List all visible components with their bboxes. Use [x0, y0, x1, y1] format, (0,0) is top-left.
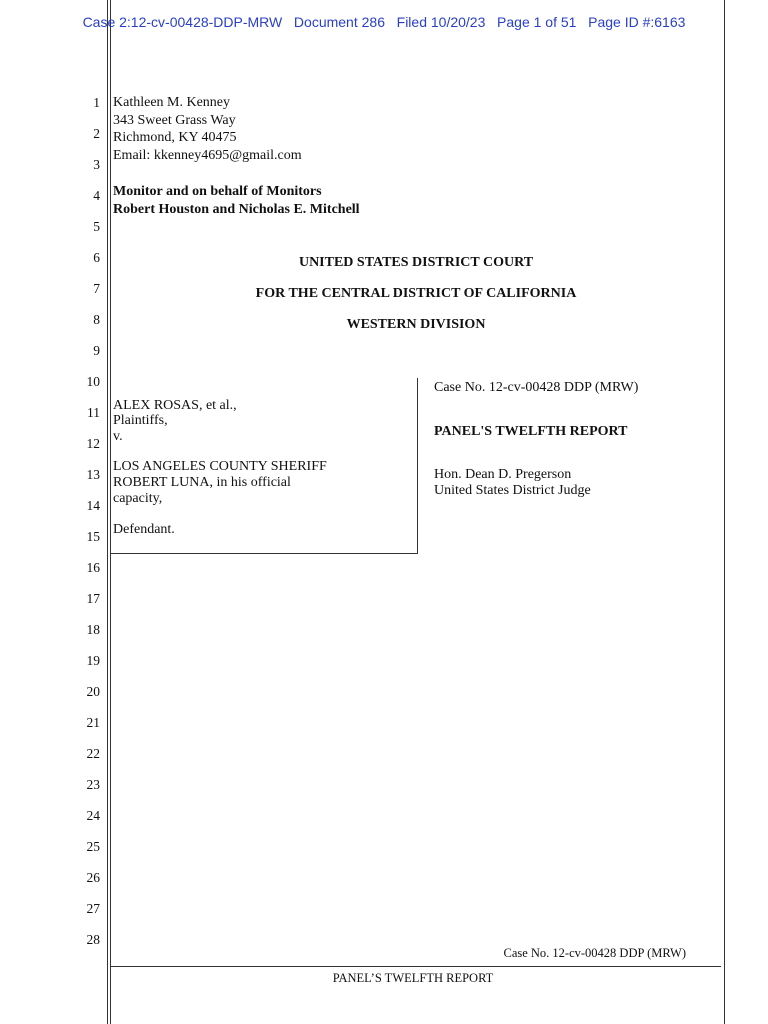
document-filing-header: Case 2:12-cv-00428-DDP-MRW Document 286 Filed 10/20/23 Page 1 of 51 Page ID #:6163	[82, 14, 686, 30]
document-title: PANEL'S TWELFTH REPORT	[434, 424, 628, 439]
attorney-role-line-2: Robert Houston and Nicholas E. Mitchell	[113, 201, 360, 217]
line-number: 23	[86, 777, 100, 792]
line-number: 14	[86, 498, 100, 513]
attorney-email: Email: kkenney4695@gmail.com	[113, 147, 302, 163]
defendant-role: Defendant.	[113, 522, 175, 537]
case-number: Case No. 12-cv-00428 DDP (MRW)	[434, 380, 639, 395]
caption-parties-box	[110, 378, 418, 554]
line-number: 21	[86, 715, 100, 730]
court-name: UNITED STATES DISTRICT COURT	[298, 255, 534, 270]
attorney-contact-block	[113, 94, 302, 164]
footer-case-number: Case No. 12-cv-00428 DDP (MRW)	[503, 946, 686, 960]
line-number: 17	[86, 591, 100, 606]
court-division: WESTERN DIVISION	[346, 317, 486, 332]
line-number: 13	[86, 467, 100, 482]
line-number: 12	[86, 436, 100, 451]
line-number: 26	[86, 870, 100, 885]
attorney-street: 343 Sweet Grass Way	[113, 112, 236, 128]
line-number: 25	[86, 839, 100, 854]
pleading-line-numbers	[60, 96, 100, 964]
line-number: 1	[93, 95, 100, 110]
line-number: 10	[86, 374, 100, 389]
defendant-line-3: capacity,	[113, 491, 163, 506]
line-number: 24	[86, 808, 100, 823]
versus-label: v.	[113, 429, 123, 444]
footer-divider	[110, 966, 721, 967]
defendant-line-2: ROBERT LUNA, in his official	[113, 475, 291, 490]
defendant-line-1: LOS ANGELES COUNTY SHERIFF	[113, 459, 327, 474]
line-number: 16	[86, 560, 100, 575]
line-number: 7	[93, 281, 100, 296]
line-number: 5	[93, 219, 100, 234]
attorney-role-block	[113, 183, 360, 218]
attorney-name: Kathleen M. Kenney	[113, 95, 231, 110]
footer-document-title: PANEL’S TWELFTH REPORT	[332, 971, 494, 985]
plaintiff-role: Plaintiffs,	[113, 413, 168, 428]
left-margin-rule	[107, 0, 108, 1024]
line-number: 27	[86, 901, 100, 916]
line-number: 8	[93, 312, 100, 327]
line-number: 4	[93, 188, 100, 203]
judge-name: Hon. Dean D. Pregerson	[434, 467, 572, 482]
line-number: 28	[86, 932, 100, 947]
line-number: 6	[93, 250, 100, 265]
court-district: FOR THE CENTRAL DISTRICT OF CALIFORNIA	[255, 286, 577, 301]
line-number: 20	[86, 684, 100, 699]
attorney-role-line-1: Monitor and on behalf of Monitors	[113, 184, 322, 199]
right-margin-rule	[724, 0, 725, 1024]
line-number: 9	[93, 343, 100, 358]
plaintiff-name: ALEX ROSAS, et al.,	[113, 398, 237, 413]
attorney-city: Richmond, KY 40475	[113, 130, 237, 145]
line-number: 3	[93, 157, 100, 172]
line-number: 22	[86, 746, 100, 761]
line-number: 18	[86, 622, 100, 637]
judge-title: United States District Judge	[434, 483, 591, 498]
line-number: 15	[86, 529, 100, 544]
line-number: 19	[86, 653, 100, 668]
line-number: 2	[93, 126, 100, 141]
line-number: 11	[87, 405, 100, 420]
